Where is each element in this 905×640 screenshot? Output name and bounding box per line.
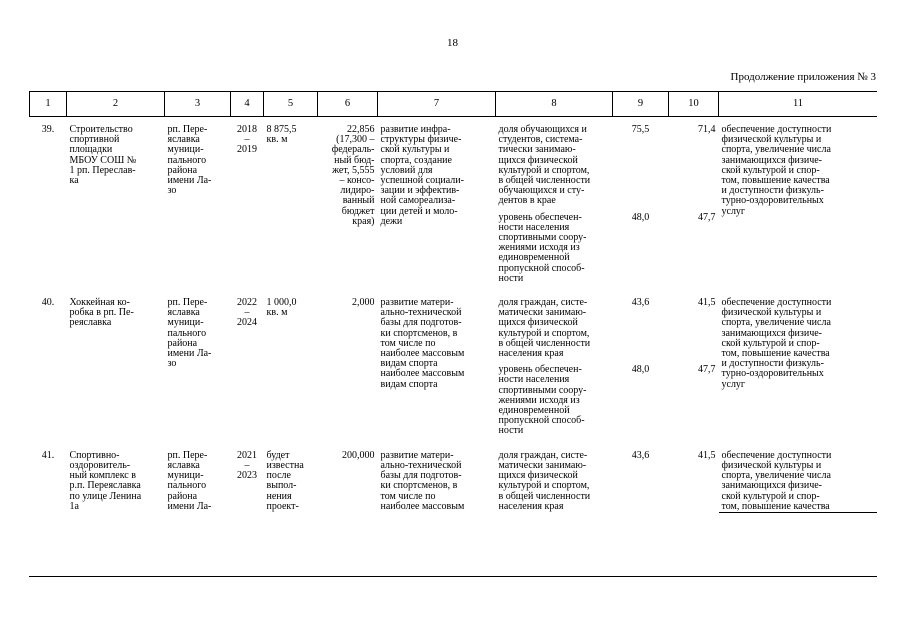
- estimated-cost: 22,856 (17,300 – федераль- ный бюд- жет, 5,555 – консо- лидиро- ванный бюджет края): [331, 124, 375, 227]
- indicator-value-10: 71,4: [698, 124, 716, 135]
- indicator-name: доля обучающихся и студентов, система- тически занимаю- щихся физической культурой и спортом, в общей численности обучающихся и сту- дентов в крае: [498, 124, 591, 207]
- row-number: 39.: [41, 124, 55, 135]
- header-col-9: 9: [613, 92, 669, 117]
- header-col-7: 7: [378, 92, 496, 117]
- header-col-3: 3: [165, 92, 231, 117]
- indicator-value-9: 48,0: [631, 364, 650, 376]
- page-number: 18: [447, 37, 458, 49]
- indicator-value-10: 47,7: [698, 364, 716, 376]
- header-col-11: 11: [719, 92, 878, 117]
- estimated-cost: 2,000: [352, 297, 375, 309]
- object-location: рп. Пере- яславка муници- пального района имени Ла-: [167, 449, 212, 512]
- object-name: Спортивно- оздоровитель- ный комплекс в р.п. Переяславка по улице Ленина 1а: [69, 449, 142, 512]
- objects-table: [29, 91, 877, 513]
- indicator-value-10: 47,7: [698, 211, 716, 223]
- object-location: рп. Пере- яславка муници- пального района имени Ла- зо: [167, 297, 212, 370]
- expected-effect: обеспечение доступности физической культуры и спорта, увеличение числа занимающихся физиче- ской культурой и спор- том, повышение качества и доступности физкуль- турно-оздоровительных услуг: [721, 297, 832, 390]
- table-row: [30, 125, 878, 207]
- object-name: Строительство спортивной площадки МБОУ СОШ № 1 рп. Переслав- ка: [69, 124, 137, 187]
- header-col-5: 5: [264, 92, 318, 117]
- objects-table-container: [29, 91, 877, 577]
- table-header-row: [30, 92, 878, 117]
- indicator-name: уровень обеспечен- ности населения спортивными соору- жениями исходя из единовременной пропускной способ- ности: [498, 211, 587, 284]
- expected-effect: обеспечение доступности физической культуры и спорта, увеличение числа занимающихся физиче- ской культурой и спор- том, повышение качества и доступности физкуль- турно-оздоровительных услуг: [721, 124, 832, 217]
- implementation-years: 2018 – 2019: [237, 124, 257, 156]
- object-goal: развитие матери- ально-технической базы для подготов- ки спортсменов, в том числе по наиболее массовым: [380, 449, 465, 512]
- header-col-6: 6: [318, 92, 378, 117]
- indicator-value-10: 41,5: [698, 297, 716, 309]
- header-col-1: 1: [30, 92, 67, 117]
- object-goal: развитие инфра- структуры физиче- ской культуры и спорта, создание условий для успешной социали- зации и эффектив- ной самореализа- ции детей и моло- дежи: [380, 124, 464, 227]
- indicator-name: уровень обеспечен- ности населения спортивными соору- жениями исходя из единовременной пропускной способ- ности: [498, 364, 587, 437]
- header-col-2: 2: [67, 92, 165, 117]
- header-col-4: 4: [231, 92, 264, 117]
- indicator-value-9: 75,5: [631, 124, 650, 135]
- estimated-cost: 200,000: [342, 449, 375, 461]
- implementation-years: 2021 – 2023: [237, 449, 257, 482]
- appendix-continuation-label: Продолжение приложения № 3: [730, 71, 876, 83]
- indicator-value-9: 48,0: [631, 211, 650, 223]
- row-number: 40.: [41, 297, 55, 309]
- object-name: Хоккейная ко- робка в рп. Пе- реяславка: [69, 297, 134, 329]
- table-row: [30, 451, 878, 513]
- indicator-name: доля граждан, систе- матически занимаю- щихся физической культурой и спортом, в общей численности населения края: [498, 297, 591, 360]
- indicator-name: доля граждан, систе- матически занимаю- щихся физической культурой и спортом, в общей численности населения края: [498, 449, 591, 512]
- header-col-8: 8: [496, 92, 613, 117]
- object-location: рп. Пере- яславка муници- пального района имени Ла- зо: [167, 124, 212, 197]
- indicator-value-10: 41,5: [698, 449, 716, 461]
- row-number: 41.: [41, 449, 55, 461]
- expected-effect: обеспечение доступности физической культуры и спорта, увеличение числа занимающихся физиче- ской культурой и спор- том, повышение качества: [719, 451, 878, 513]
- indicator-value-9: 43,6: [631, 297, 650, 309]
- header-col-10: 10: [669, 92, 719, 117]
- object-goal: развитие матери- ально-технической базы для подготов- ки спортсменов, в том числе по наиболее массовым видам спорта наиболее массовым видам спорта: [380, 297, 465, 390]
- object-capacity: будет известна после выпол- нения проект-: [266, 449, 304, 512]
- implementation-years: 2022 – 2024: [237, 297, 257, 329]
- object-capacity: 1 000,0 кв. м: [266, 297, 297, 319]
- indicator-value-9: 43,6: [631, 449, 650, 461]
- table-bottom-rule: [29, 576, 877, 577]
- object-capacity: 8 875,5 кв. м: [266, 124, 297, 146]
- table-row: [30, 298, 878, 359]
